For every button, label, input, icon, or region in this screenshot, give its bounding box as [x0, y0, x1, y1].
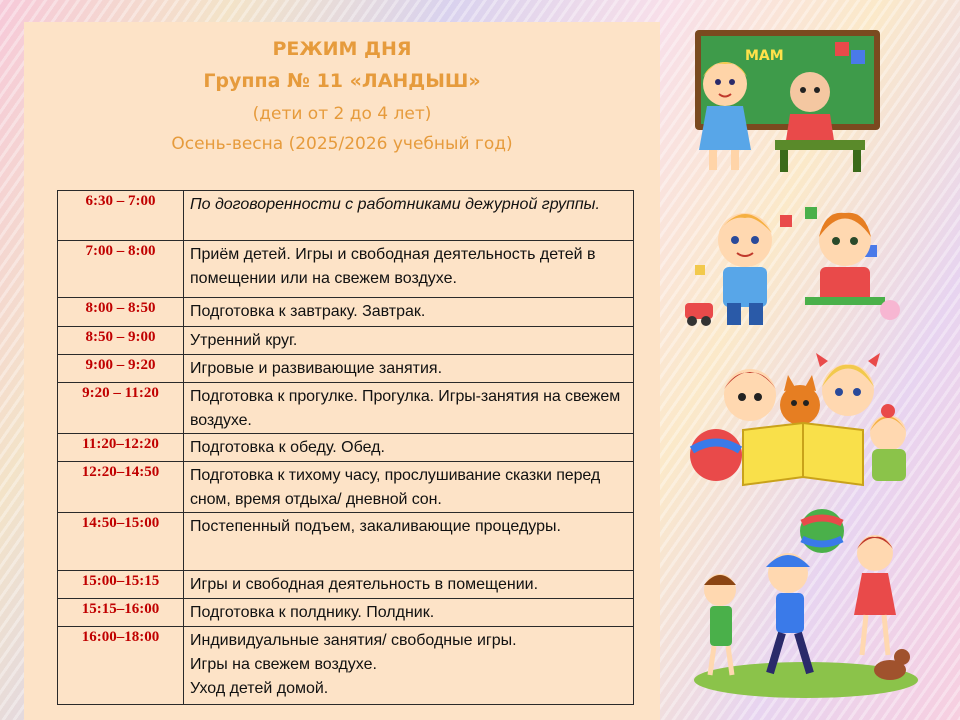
- time-cell: 15:00–15:15: [58, 571, 184, 599]
- page-title: РЕЖИМ ДНЯ: [272, 38, 412, 60]
- time-cell: 11:20–12:20: [58, 434, 184, 462]
- table-row: [58, 434, 634, 462]
- time-cell: 9:00 – 9:20: [58, 355, 184, 383]
- schedule-panel: [24, 22, 660, 720]
- time-cell: 16:00–18:00: [58, 627, 184, 705]
- time-cell: 7:00 – 8:00: [58, 241, 184, 298]
- time-cell: 15:15–16:00: [58, 599, 184, 627]
- group-name: Группа № 11 «ЛАНДЫШ»: [203, 70, 481, 92]
- time-cell: 9:20 – 11:20: [58, 383, 184, 434]
- activity-cell: Игровые и развивающие занятия.: [184, 355, 634, 383]
- season-label: Осень-весна (2025/2026 учебный год): [171, 134, 513, 154]
- activity-cell: Индивидуальные занятия/ свободные игры. Игры на свежем воздухе. Уход детей домой.: [184, 627, 634, 705]
- children-with-toys-illustration: [685, 185, 910, 335]
- table-row: [58, 599, 634, 627]
- time-cell: 8:00 – 8:50: [58, 298, 184, 327]
- table-row: [58, 383, 634, 434]
- table-row: [58, 298, 634, 327]
- time-cell: 14:50–15:00: [58, 513, 184, 571]
- board-text: МАМ: [745, 48, 784, 64]
- children-playing-ball-illustration: [690, 505, 922, 700]
- activity-cell: Постепенный подъем, закаливающие процедуры.: [184, 513, 634, 571]
- children-reading-book-illustration: [688, 345, 923, 495]
- time-cell: 8:50 – 9:00: [58, 327, 184, 355]
- activity-cell: Игры и свободная деятельность в помещении.: [184, 571, 634, 599]
- table-row: [58, 513, 634, 571]
- time-cell: 12:20–14:50: [58, 462, 184, 513]
- age-range: (дети от 2 до 4 лет): [252, 104, 432, 124]
- table-row: [58, 355, 634, 383]
- activity-cell: Подготовка к полднику. Полдник.: [184, 599, 634, 627]
- activity-cell: Подготовка к прогулке. Прогулка. Игры-занятия на свежем воздухе.: [184, 383, 634, 434]
- activity-cell: Приём детей. Игры и свободная деятельность детей в помещении или на свежем воздухе.: [184, 241, 634, 298]
- activity-cell: Подготовка к завтраку. Завтрак.: [184, 298, 634, 327]
- activity-cell: Утренний круг.: [184, 327, 634, 355]
- table-row: [58, 627, 634, 705]
- time-cell: 6:30 – 7:00: [58, 191, 184, 241]
- children-at-blackboard-illustration: [685, 22, 890, 177]
- activity-cell: Подготовка к тихому часу, прослушивание сказки перед сном, время отдыха/ дневной сон.: [184, 462, 634, 513]
- table-row: [58, 241, 634, 298]
- activity-cell: По договоренности с работниками дежурной группы.: [184, 191, 634, 241]
- table-row: [58, 571, 634, 599]
- table-row: [58, 462, 634, 513]
- schedule-table: [57, 190, 634, 705]
- table-row: [58, 191, 634, 241]
- activity-cell: Подготовка к обеду. Обед.: [184, 434, 634, 462]
- table-row: [58, 327, 634, 355]
